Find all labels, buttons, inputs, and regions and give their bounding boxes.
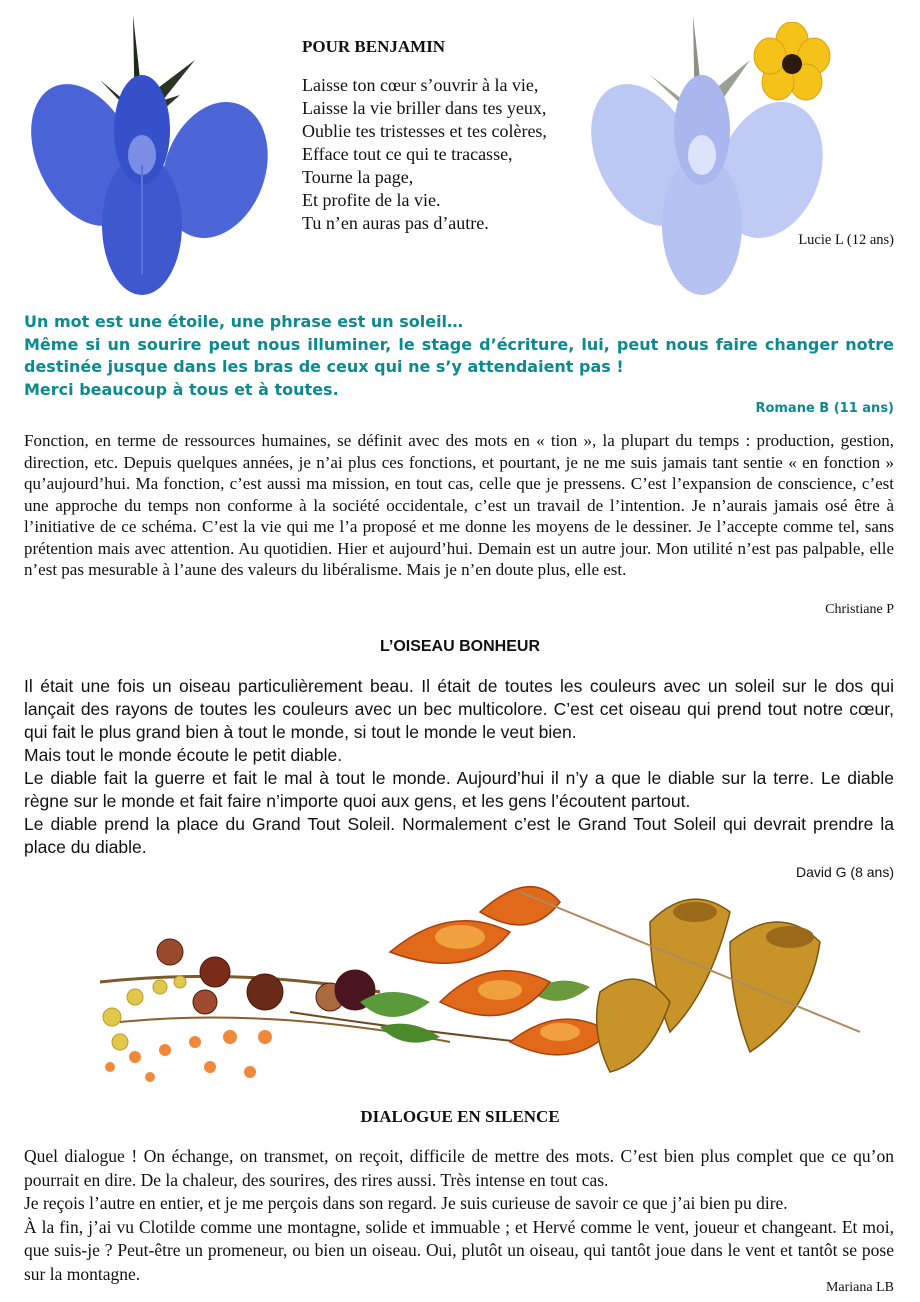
quote-block <box>24 311 894 401</box>
dialogue-text <box>24 1145 894 1286</box>
dialogue-title: DIALOGUE EN SILENCE <box>360 1107 560 1126</box>
poem-line: Et profite de la vie. <box>302 190 441 210</box>
quote-author: Romane B (11 ans) <box>755 401 894 416</box>
poem-line: Tu n’en auras pas d’autre. <box>302 213 489 233</box>
quote-line: Même si un sourire peut nous illuminer, le stage d’écriture, lui, peut nous faire changer notre destinée jusque dans les bras de ceux qui ne s’y attendaient pas ! <box>24 334 894 376</box>
oiseau-paragraph: Le diable prend la place du Grand Tout Soleil. Normalement c’est le Grand Tout Soleil qui devrait prendre la place du diable. <box>24 814 894 857</box>
oiseau-paragraph: Le diable fait la guerre et fait le mal à tout le monde. Aujourd’hui il n’y a que le diable sur la terre. Le diable règne sur le monde et fait faire n’importe quoi aux gens, et les gens l’écoutent partout. <box>24 768 894 811</box>
oiseau-author: David G (8 ans) <box>795 864 894 880</box>
oiseau-title: L’OISEAU BONHEUR <box>379 638 540 655</box>
poem-line: Laisse la vie briller dans tes yeux, <box>302 98 547 118</box>
botanical-illustration <box>90 872 860 1092</box>
poem-line: Efface tout ce qui te tracasse, <box>302 144 513 164</box>
dialogue-author: Mariana LB <box>825 1280 894 1295</box>
yellow-flower-image <box>752 22 832 102</box>
poem-line: Tourne la page, <box>302 167 414 187</box>
fonction-author: Christiane P <box>825 602 894 617</box>
poem-lines <box>302 74 547 235</box>
dialogue-paragraph: À la fin, j’ai vu Clotilde comme une montagne, solide et immuable ; et Hervé comme le vent, joueur et changeant. Et moi, que suis-je ? Peut-être un promeneur, ou bien un oiseau. Oui, plutôt un oiseau, qui tantôt joue dans le vent et tantôt se pose sur la montagne. <box>24 1216 894 1284</box>
fonction-text: Fonction, en terme de ressources humaines, se définit avec des mots en « tion », la plupart du temps : production, gestion, direction, etc. Depuis quelques années, je n’ai plus ces fonctions, et pourtant, je ne me suis jamais tant sentie « en fonction » qu’aujourd’hui. Ma fonction, c’est aussi ma mission, en tout cas, celle que je pressens. C’est l’expansion de conscience, c’est une approche du temps non conforme à la société occidentale, c’est un travail de l’intention. Je n’aurais jamais osé être à l’initiative de ce schéma. C’est la vie qui me l’a proposé et me donne les moyens de le dessiner. Je l’accepte comme tel, sans prétention mais avec attention. Au quotidien. Hier et aujourd’hui. Demain est un autre jour. Mon utilité n’est pas palpable, elle n’est pas mesurable à l’aune des valeurs du libéralisme. Mais je n’en doute plus, elle est. <box>24 431 894 579</box>
poem-line: Laisse ton cœur s’ouvrir à la vie, <box>302 75 539 95</box>
oiseau-paragraph: Mais tout le monde écoute le petit diable. <box>24 745 343 765</box>
poem-line: Oublie tes tristesses et tes colères, <box>302 121 547 141</box>
poem-author: Lucie L (12 ans) <box>798 232 894 248</box>
dialogue-paragraph: Quel dialogue ! On échange, on transmet, on reçoit, difficile de mettre des mots. C’est bien plus complet que ce qu’on pourrait en dire. De la chaleur, des sourires, des rires aussi. Très intense en tout cas. <box>24 1146 894 1190</box>
quote-line: Merci beaucoup à tous et à toutes. <box>24 379 339 399</box>
oiseau-text <box>24 675 894 859</box>
blue-lobelia-image <box>30 5 270 295</box>
poem-title: POUR BENJAMIN <box>302 37 446 56</box>
oiseau-paragraph: Il était une fois un oiseau particulièrement beau. Il était de toutes les couleurs avec un soleil sur le dos qui lançait des rayons de toutes les couleurs avec un bec multicolore. C’est cet oiseau qui prend tout notre cœur, qui fait le plus grand bien à tout le monde, si tout le monde le veut bien. <box>24 676 894 742</box>
dialogue-paragraph: Je reçois l’autre en entier, et je me perçois dans son regard. Je suis curieuse de savoir ce que j’ai bien pu dire. <box>24 1193 788 1213</box>
quote-line: Un mot est une étoile, une phrase est un soleil… <box>24 312 464 331</box>
